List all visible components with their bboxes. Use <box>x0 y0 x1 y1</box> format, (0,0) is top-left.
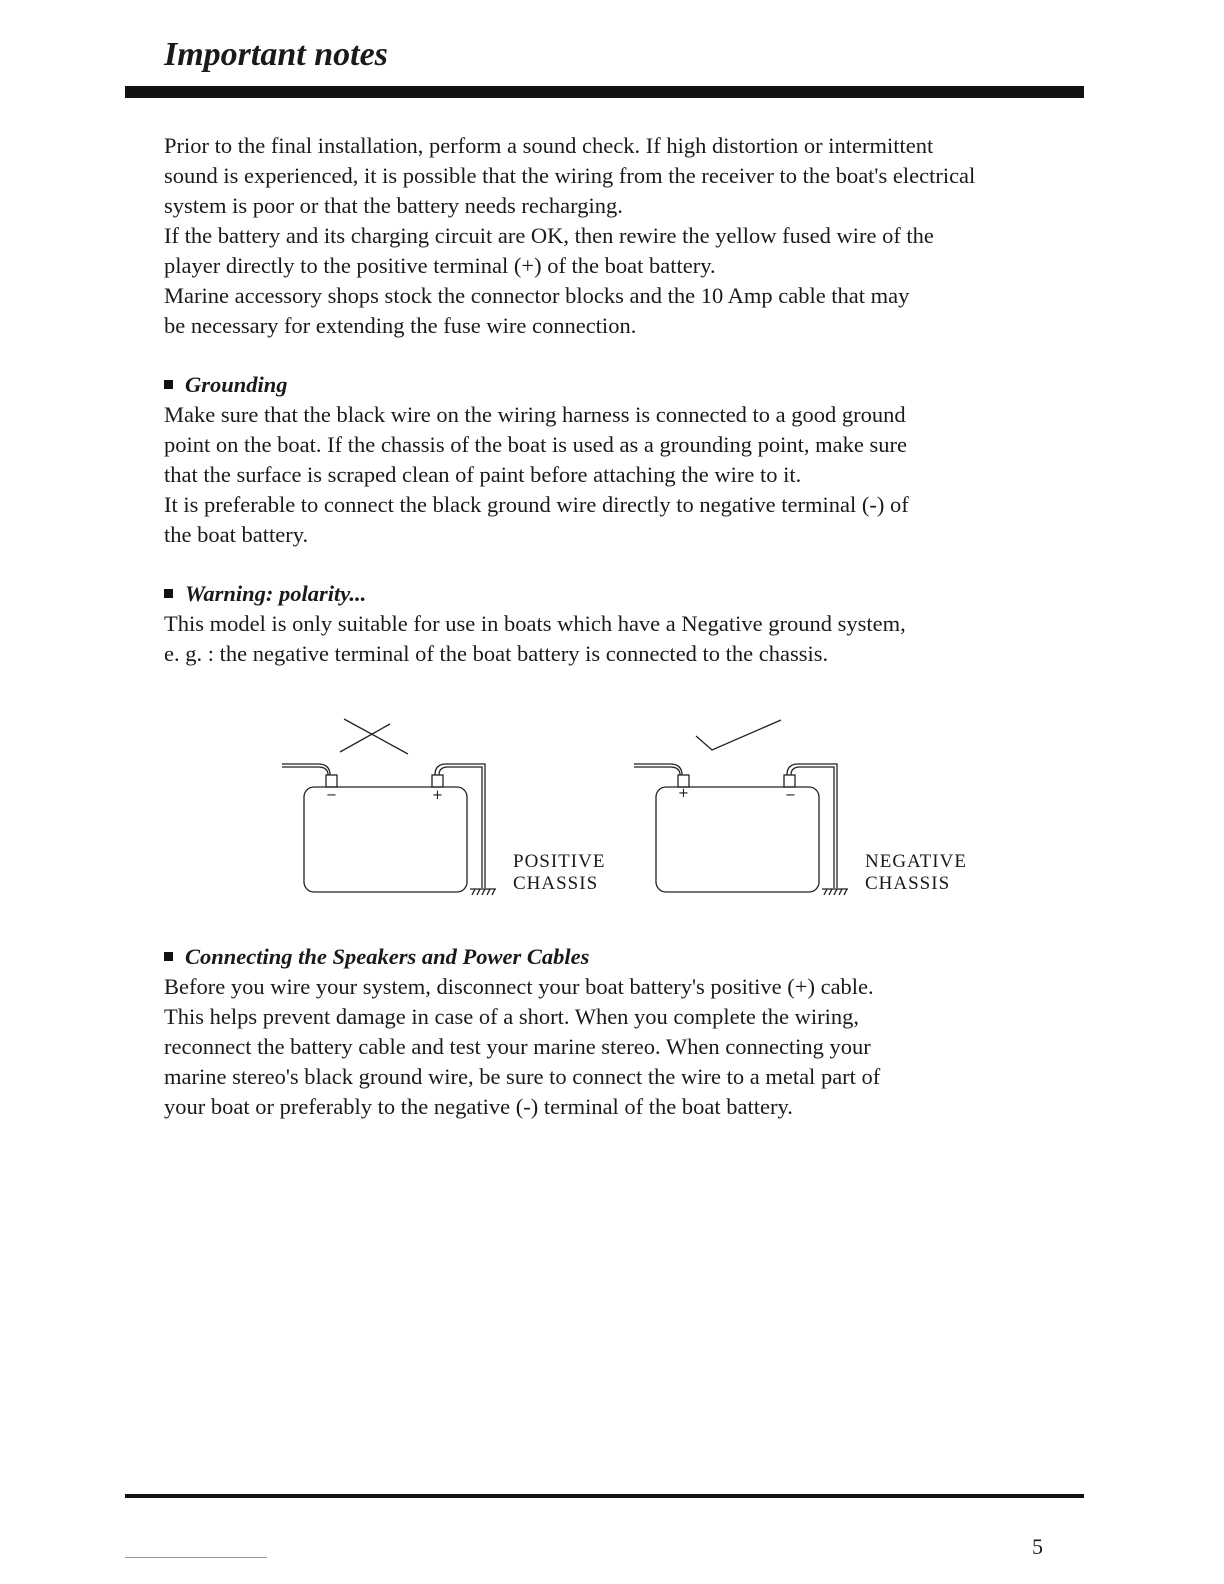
positive-terminal-sign: + <box>678 786 689 801</box>
ground-hatch <box>487 889 490 895</box>
right-terminal-post <box>432 775 443 787</box>
ground-hatch <box>829 889 832 895</box>
ground-hatch <box>844 889 847 895</box>
ground-hatch <box>477 889 480 895</box>
grounding-heading <box>164 370 288 400</box>
grounding-line: point on the boat. If the chassis of the boat is used as a grounding point, make sure <box>164 432 907 457</box>
polarity-heading-text: Warning: polarity... <box>185 581 367 606</box>
left-cable <box>282 764 330 775</box>
chassis-label: CHASSIS <box>513 873 599 894</box>
bullet-icon <box>164 380 173 389</box>
negative-terminal-sign: − <box>785 788 796 803</box>
intro-line: player directly to the positive terminal (+) of the boat battery. <box>164 253 716 278</box>
right-terminal-post <box>784 775 795 787</box>
page-title: Important notes <box>164 36 388 73</box>
intro-line: be necessary for extending the fuse wire connection. <box>164 313 637 338</box>
ground-hatch <box>824 889 827 895</box>
polarity-line: This model is only suitable for use in boats which have a Negative ground system, <box>164 611 906 636</box>
right-cable-inner <box>439 767 482 888</box>
positive-chassis-diagram <box>278 712 618 902</box>
grounding-line: Make sure that the black wire on the wiring harness is connected to a good ground <box>164 402 906 427</box>
speakers-heading-text: Connecting the Speakers and Power Cables <box>185 944 590 969</box>
negative-terminal-sign: − <box>326 788 337 803</box>
intro-line: Marine accessory shops stock the connector blocks and the 10 Amp cable that may <box>164 283 910 308</box>
speakers-heading <box>164 942 589 972</box>
right-cable-inner <box>791 767 834 888</box>
left-cable <box>634 764 682 775</box>
ground-hatch <box>482 889 485 895</box>
grounding-heading-text: Grounding <box>185 372 288 397</box>
ground-hatch <box>492 889 495 895</box>
ground-hatch <box>472 889 475 895</box>
header-rule <box>125 86 1084 98</box>
bullet-icon <box>164 589 173 598</box>
grounding-line: It is preferable to connect the black ground wire directly to negative terminal (-) of <box>164 492 909 517</box>
intro-line: Prior to the final installation, perform a sound check. If high distortion or intermittent <box>164 133 934 158</box>
bullet-icon <box>164 952 173 961</box>
left-cable-inner <box>634 767 680 775</box>
footer-rule <box>125 1494 1084 1498</box>
speakers-line: marine stereo's black ground wire, be sure to connect the wire to a metal part of <box>164 1064 881 1089</box>
positive-label: POSITIVE <box>513 851 606 872</box>
speakers-paragraph <box>164 972 1064 1122</box>
intro-line: system is poor or that the battery needs recharging. <box>164 193 623 218</box>
check-icon <box>696 720 781 750</box>
grounding-line: that the surface is scraped clean of paint before attaching the wire to it. <box>164 462 802 487</box>
ground-hatch <box>839 889 842 895</box>
intro-line: sound is experienced, it is possible that the wiring from the receiver to the boat's electrical <box>164 163 976 188</box>
scan-mark <box>125 1557 267 1558</box>
chassis-label: CHASSIS <box>865 873 951 894</box>
ground-hatch <box>834 889 837 895</box>
negative-label: NEGATIVE <box>865 851 967 872</box>
left-terminal-post <box>326 775 337 787</box>
grounding-line: the boat battery. <box>164 522 309 547</box>
speakers-line: your boat or preferably to the negative (-) terminal of the boat battery. <box>164 1094 793 1119</box>
intro-line: If the battery and its charging circuit are OK, then rewire the yellow fused wire of the <box>164 223 934 248</box>
page-number: 5 <box>1032 1534 1043 1559</box>
intro-paragraph <box>164 131 1064 341</box>
grounding-paragraph <box>164 400 1064 550</box>
speakers-line: Before you wire your system, disconnect your boat battery's positive (+) cable. <box>164 974 874 999</box>
negative-chassis-diagram <box>630 712 970 902</box>
speakers-line: This helps prevent damage in case of a short. When you complete the wiring, <box>164 1004 860 1029</box>
speakers-line: reconnect the battery cable and test your marine stereo. When connecting your <box>164 1034 871 1059</box>
polarity-heading <box>164 579 366 609</box>
positive-terminal-sign: + <box>432 788 443 803</box>
cross-icon-stroke <box>340 724 390 752</box>
polarity-paragraph <box>164 609 1064 669</box>
polarity-line: e. g. : the negative terminal of the boat battery is connected to the chassis. <box>164 641 829 666</box>
left-cable-inner <box>282 767 328 775</box>
cross-icon <box>344 719 408 754</box>
